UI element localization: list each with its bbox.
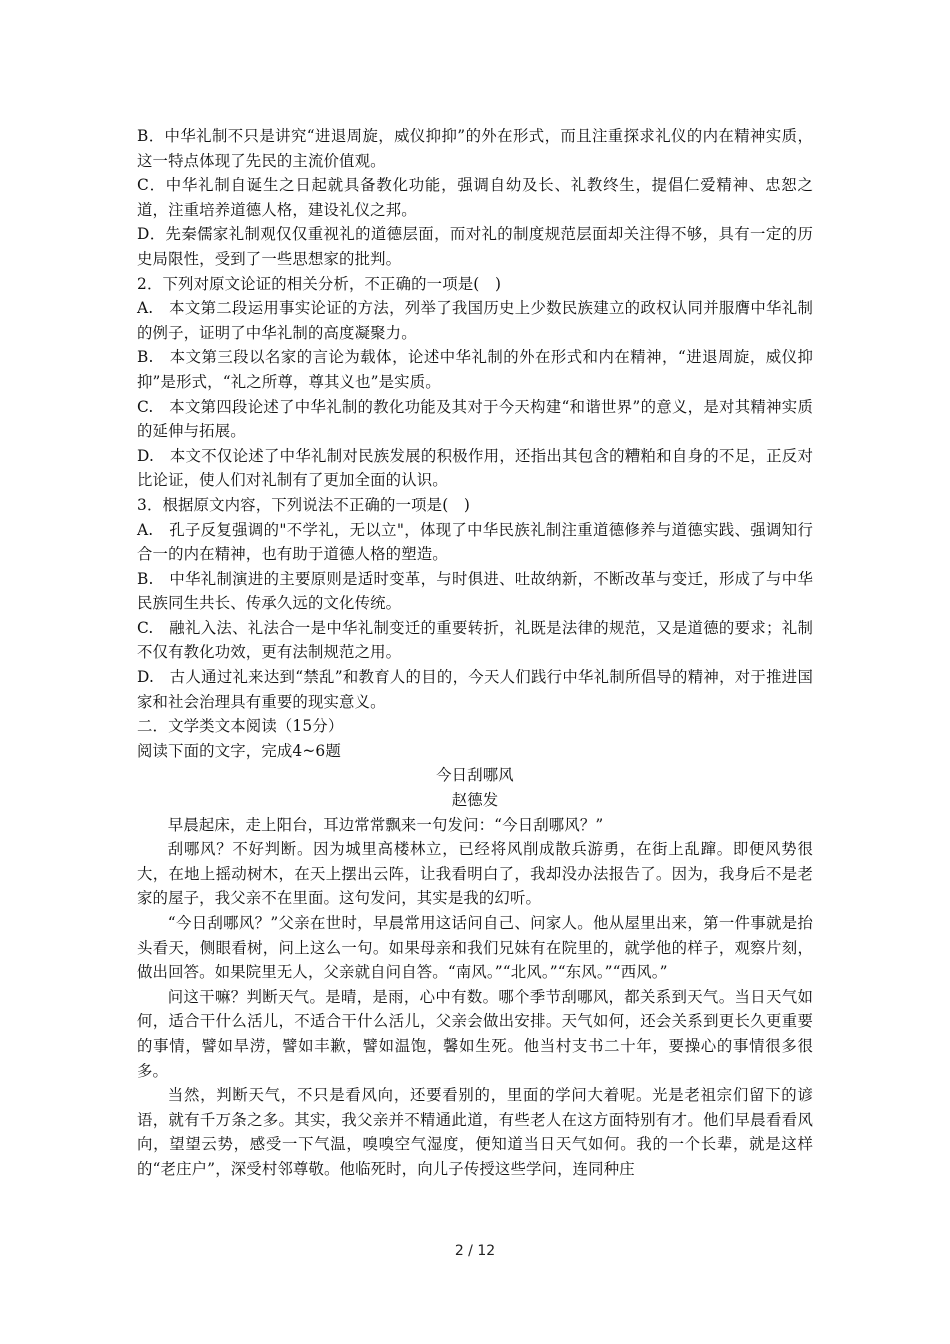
- option-a-q2: A. 本文第二段运用事实论证的方法，列举了我国历史上少数民族建立的政权认同并服膺中华礼制的例子，证明了中华礼制的高度凝聚力。: [137, 299, 813, 342]
- option-c-q1: C．中华礼制自诞生之日起就具备教化功能，强调自幼及长、礼教终生，提倡仁爱精神、忠恕之道，注重培养道德人格，建设礼仪之邦。: [137, 176, 813, 219]
- story-paragraph: “今日刮哪风？”父亲在世时，早晨常用这话问自己、问家人。他从屋里出来，第一件事就是抬头看天，侧眼看树，问上这么一句。如果母亲和我们兄妹有在院里的，就学他的样子，观察片刻，做出回答。如果院里无人，父亲就自问自答。“南风。”“北风。”“东风。”“西风。”: [137, 914, 813, 982]
- story-author: 赵德发: [451, 791, 499, 810]
- option-c-q3: C. 融礼入法、礼法合一是中华礼制变迁的重要转折，礼既是法律的规范，又是道德的要求；礼制不仅有教化功效，更有法制规范之用。: [137, 618, 813, 662]
- option-d-q3: D. 古人通过礼来达到“禁乱”和教育人的目的，今天人们践行中华礼制所倡导的精神，对于推进国家和社会治理具有重要的现实意义。: [137, 668, 813, 711]
- story-paragraph: 问这干嘛？判断天气。是晴，是雨，心中有数。哪个季节刮哪风，都关系到天气。当日天气如何，适合干什么活儿，不适合干什么活儿，父亲会做出安排。天气如何，还会关系到更长久更重要的事情，譬如旱涝，譬如丰歉，譬如温饱，馨如生死。他当村支书二十年，要操心的事情很多很多。: [137, 987, 813, 1080]
- question-3: 3．根据原文内容，下列说法不正确的一项是( ): [137, 495, 471, 514]
- option-d-q1: D．先秦儒家礼制观仅仅重视礼的道德层面，而对礼的制度规范层面却关注得不够，具有一定的历史局限性，受到了一些思想家的批判。: [137, 225, 813, 268]
- reading-instruction: 阅读下面的文字，完成4~6题: [137, 741, 341, 760]
- option-b-q3: B. 中华礼制演进的主要原则是适时变革，与时俱进、吐故纳新，不断改革与变迁，形成了与中华民族同生共长、传承久远的文化传统。: [137, 569, 813, 613]
- option-b-q1: B．中华礼制不只是讲究“进退周旋，威仪抑抑”的外在形式，而且注重探求礼仪的内在精神实质，这一特点体现了先民的主流价值观。: [137, 127, 813, 170]
- section-heading: 二．文学类文本阅读（15分）: [137, 717, 344, 736]
- option-b-q2: B. 本文第三段以名家的言论为载体，论述中华礼制的外在形式和内在精神，“进退周旋，威仪抑抑”是形式，“礼之所尊，尊其义也”是实质。: [137, 348, 813, 391]
- question-2: 2．下列对原文论证的相关分析，不正确的一项是( ): [137, 274, 502, 293]
- page-number: 2 / 12: [454, 1243, 496, 1259]
- option-d-q2: D. 本文不仅论述了中华礼制对民族发展的积极作用，还指出其包含的糟粕和自身的不足，正反对比论证，使人们对礼制有了更加全面的认识。: [137, 446, 813, 490]
- story-paragraph: 早晨起床，走上阳台，耳边常常飘来一句发问：“今日刮哪风？”: [167, 815, 604, 834]
- option-a-q3: A. 孔子反复强调的"不学礼，无以立"，体现了中华民族礼制注重道德修养与道德实践、强调知行合一的内在精神，也有助于道德人格的塑造。: [137, 520, 813, 564]
- story-paragraph: 当然，判断天气，不只是看风向，还要看别的，里面的学问大着呢。光是老祖宗们留下的谚语，就有千万条之多。其实，我父亲并不精通此道，有些老人在这方面特别有才。他们早晨看看风向，望望云势，感受一下气温，嗅嗅空气湿度，便知道当日天气如何。我的一个长辈，就是这样的“老庄户”，深受村邻尊敬。他临死时，向儿子传授这些学问，连同种庄: [137, 1086, 813, 1178]
- story-paragraph: 刮哪风？不好判断。因为城里高楼林立，已经将风削成散兵游勇，在街上乱蹿。即便风势很大，在地上摇动树木，在天上摆出云阵，让我看明白了，我却没办法报告了。因为，我身后不是老家的屋子，我父亲不在里面。这句发问，其实是我的幻听。: [137, 840, 813, 908]
- document-body: [137, 124, 813, 1182]
- option-c-q2: C. 本文第四段论述了中华礼制的教化功能及其对于今天构建“和谐世界”的意义，是对其精神实质的延伸与拓展。: [137, 397, 813, 441]
- story-title: 今日刮哪风: [436, 766, 514, 785]
